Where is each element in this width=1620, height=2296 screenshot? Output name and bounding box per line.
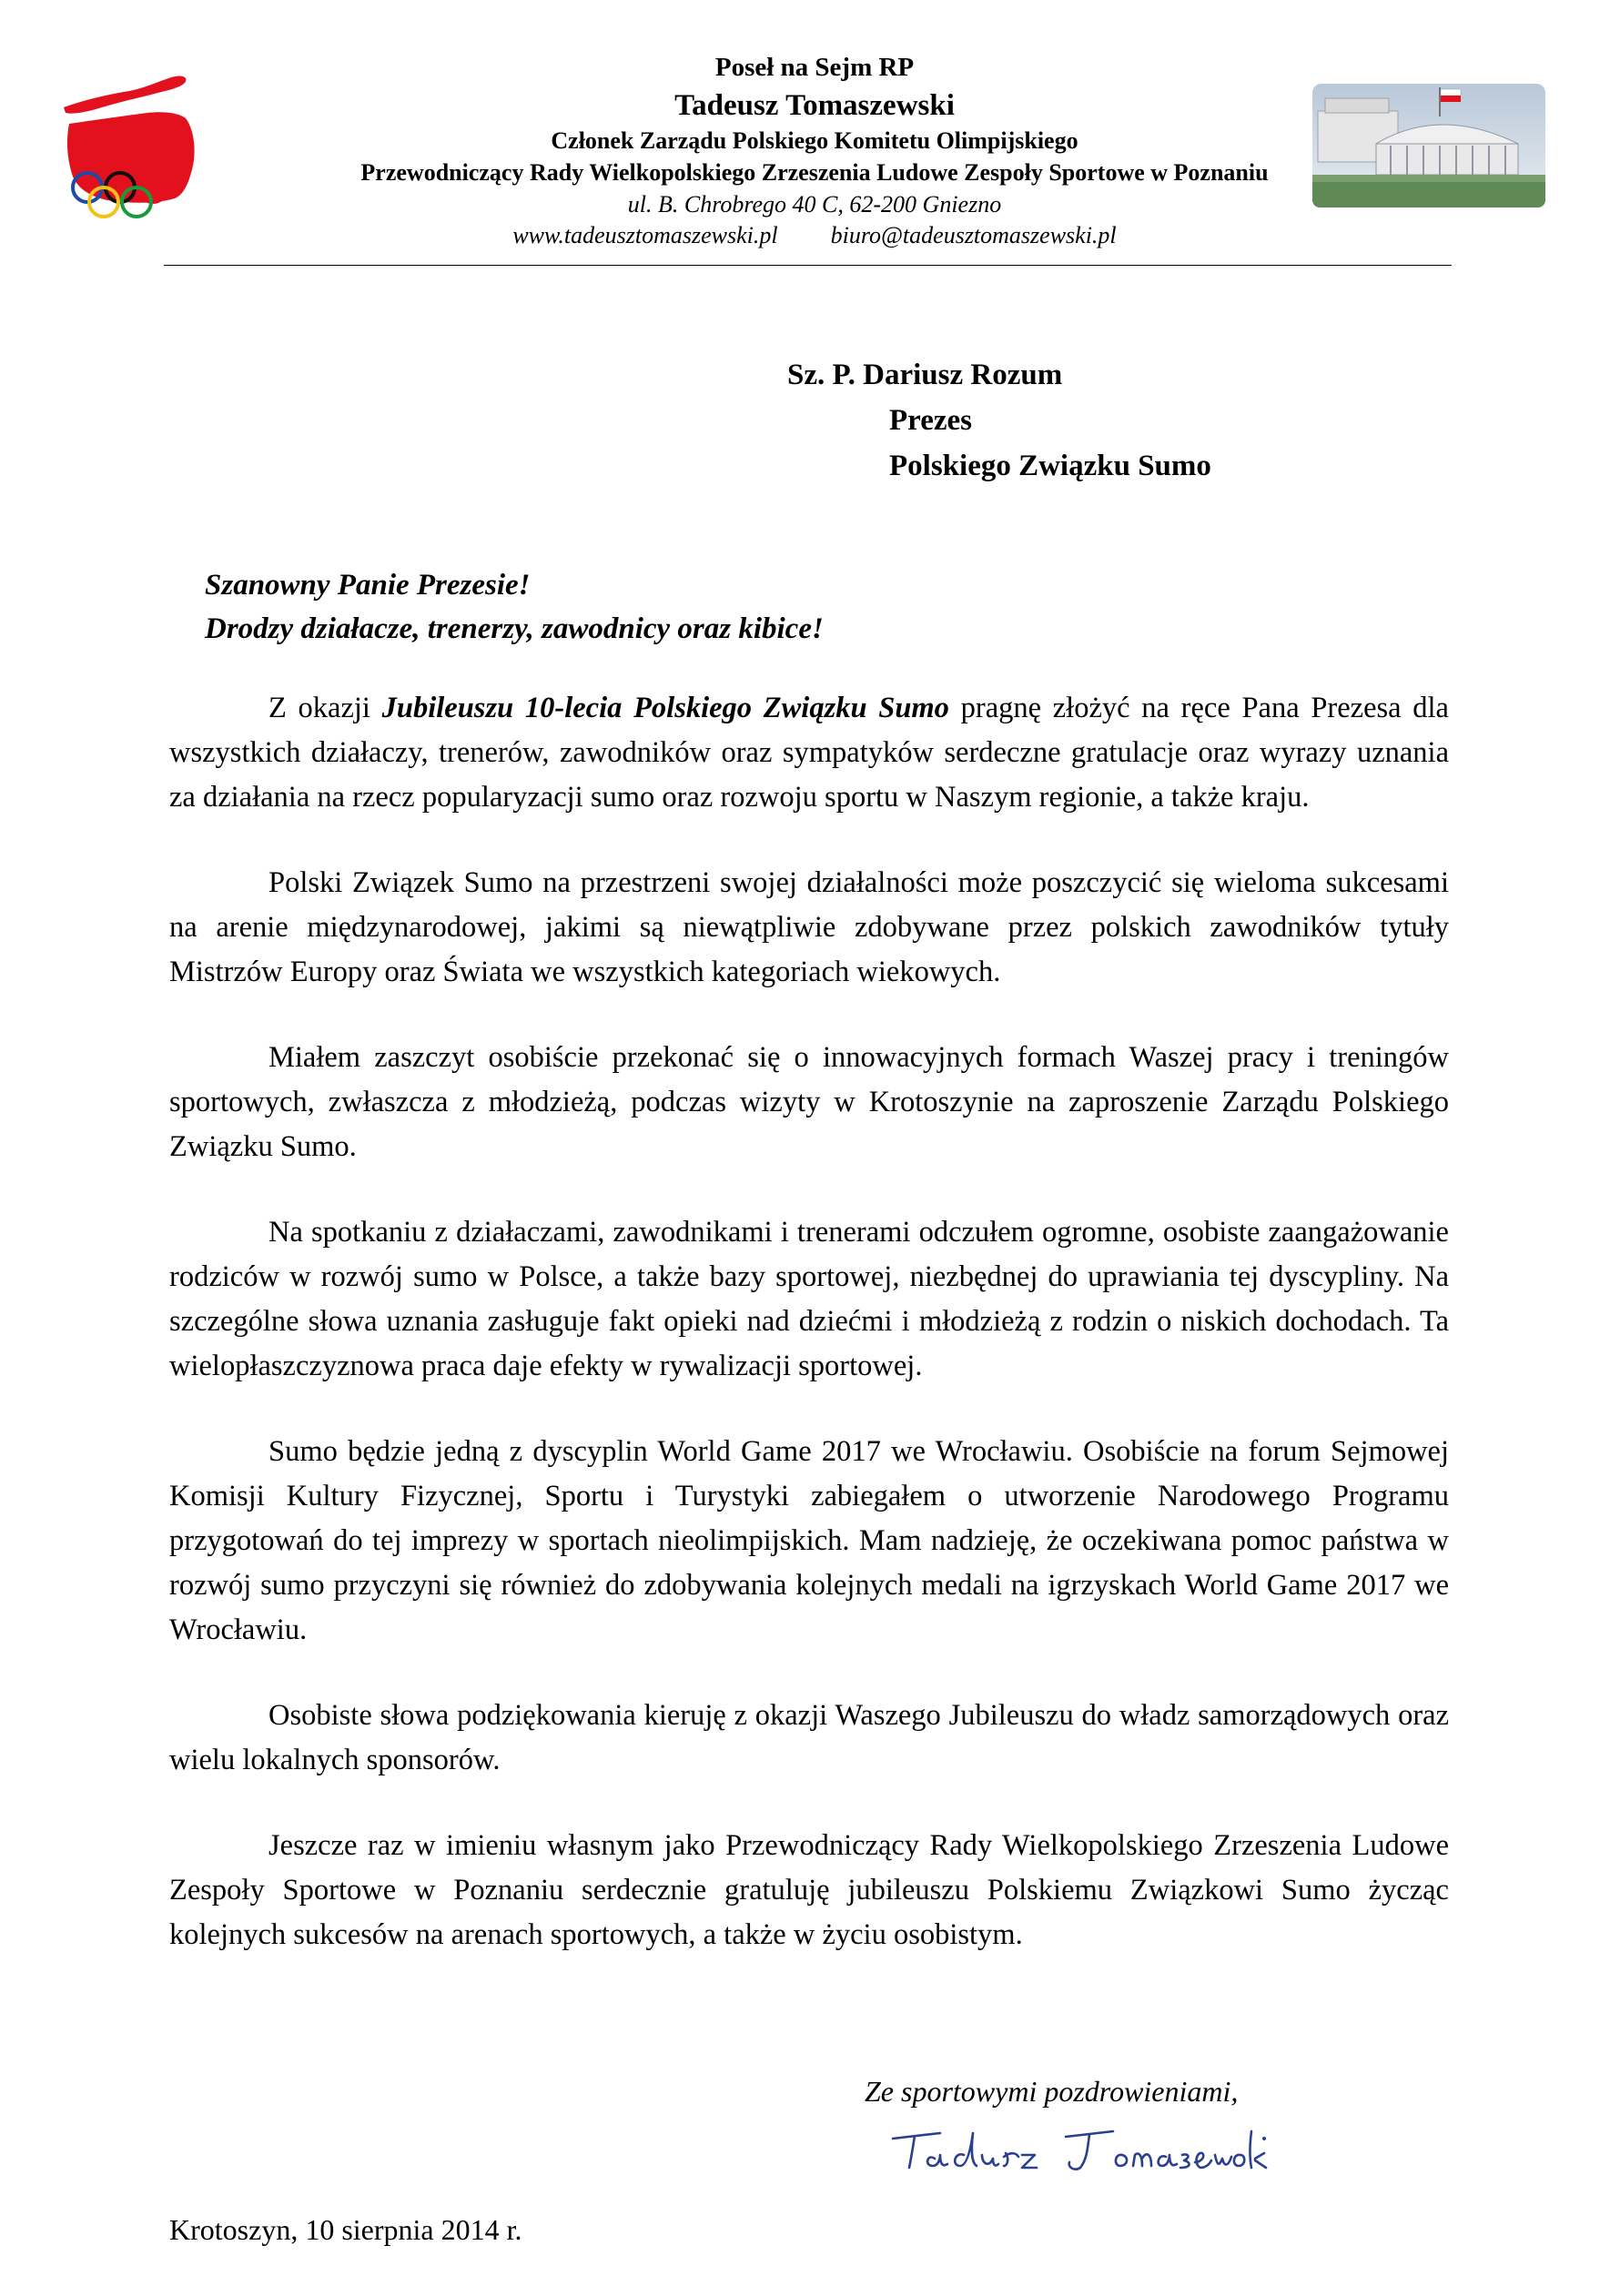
website-link[interactable]: www.tadeusztomaszewski.pl: [512, 222, 778, 248]
letterhead-role-2: Przewodniczący Rady Wielkopolskiego Zrzeszenia Ludowe Zespoły Sportowe w Poznaniu: [360, 159, 1269, 186]
recipient-organization: Polskiego Związku Sumo: [889, 450, 1211, 482]
letterhead-name: Tadeusz Tomaszewski: [674, 89, 955, 122]
header-divider: [164, 265, 1452, 266]
letter-body: [169, 686, 1449, 1998]
paragraph-4: Na spotkaniu z działaczami, zawodnikami i trenerami odczułem ogromne, osobiste zaangażowanie rodziców w rozwój sumo w Polsce, a także bazy sportowej, niezbędnej do uprawiania tej dyscypliny. Na szczególne słowa uznania zasługuje fakt opieki nad dziećmi i młodzieżą z rodzin o niskich dochodach. Ta wielopłaszczyznowa praca daje efekty w rywalizacji sportowej.: [169, 1216, 1449, 1382]
paragraph-5: Sumo będzie jedną z dyscyplin World Game 2017 we Wrocławiu. Osobiście na forum Sejmowej Komisji Kultury Fizycznej, Sportu i Turystyki zabiegałem o utworzenie Narodowego Programu przygotowań do tej imprezy w sportach nieolimpijskich. Mam nadzieję, że oczekiwana pomoc państwa w rozwój sumo przyczyni się również do zdobywania kolejnych medali na igrzyskach World Game 2017 we Wrocławiu.: [169, 1435, 1449, 1646]
paragraph-6: Osobiste słowa podziękowania kieruję z okazji Waszego Jubileuszu do władz samorządowych oraz wielu lokalnych sponsorów.: [169, 1699, 1449, 1776]
email-link[interactable]: biuro@tadeusztomaszewski.pl: [830, 222, 1117, 248]
paragraph-3: Miałem zaszczyt osobiście przekonać się o innowacyjnych formach Waszej pracy i treningów sportowych, zwłaszcza z młodzieżą, podczas wizyty w Krotoszynie na zaproszenie Zarządu Polskiego Związku Sumo.: [169, 1041, 1449, 1163]
letterhead-address: ul. B. Chrobrego 40 C, 62-200 Gniezno: [627, 191, 1002, 217]
jubilee-emphasis: Jubileuszu 10-lecia Polskiego Związku Sumo: [381, 692, 949, 724]
letterhead-contact: [164, 222, 1465, 249]
paragraph-7: Jeszcze raz w imieniu własnym jako Przewodniczący Rady Wielkopolskiego Zrzeszenia Ludowe Zespoły Sportowe w Poznaniu serdecznie gratuluję jubileuszu Polskiemu Związkowi Sumo życząc kolejnych sukcesów na arenach sportowych, a także w życiu osobistym.: [169, 1829, 1449, 1951]
salutation-line-1: Szanowny Panie Prezesie!: [205, 569, 531, 602]
recipient-name: Sz. P. Dariusz Rozum: [787, 359, 1063, 391]
handwritten-signature: [887, 2119, 1270, 2182]
recipient-title: Prezes: [889, 404, 972, 437]
paragraph-1: Z okazji Jubileuszu 10-lecia Polskiego Związku Sumo pragnę złożyć na ręce Pana Prezesa dla wszystkich działaczy, trenerów, zawodników oraz sympatyków serdeczne gratulacje oraz wyrazy uznania za działania na rzecz popularyzacji sumo oraz rozwoju sportu w Naszym regionie, a także kraju.: [169, 692, 1449, 814]
letterhead-title: Poseł na Sejm RP: [714, 53, 915, 82]
place-and-date: Krotoszyn, 10 sierpnia 2014 r.: [169, 2213, 522, 2246]
salutation-line-2: Drodzy działacze, trenerzy, zawodnicy oraz kibice!: [205, 612, 824, 645]
letterhead-role-1: Członek Zarządu Polskiego Komitetu Olimpijskiego: [551, 127, 1078, 154]
paragraph-2: Polski Związek Sumo na przestrzeni swojej działalności może poszczycić się wieloma sukcesami na arenie międzynarodowej, jakimi są niewątpliwie zdobywane przez polskich zawodników tytuły Mistrzów Europy oraz Świata we wszystkich kategoriach wiekowych.: [169, 866, 1449, 988]
closing-line: Ze sportowymi pozdrowieniami,: [865, 2075, 1239, 2108]
